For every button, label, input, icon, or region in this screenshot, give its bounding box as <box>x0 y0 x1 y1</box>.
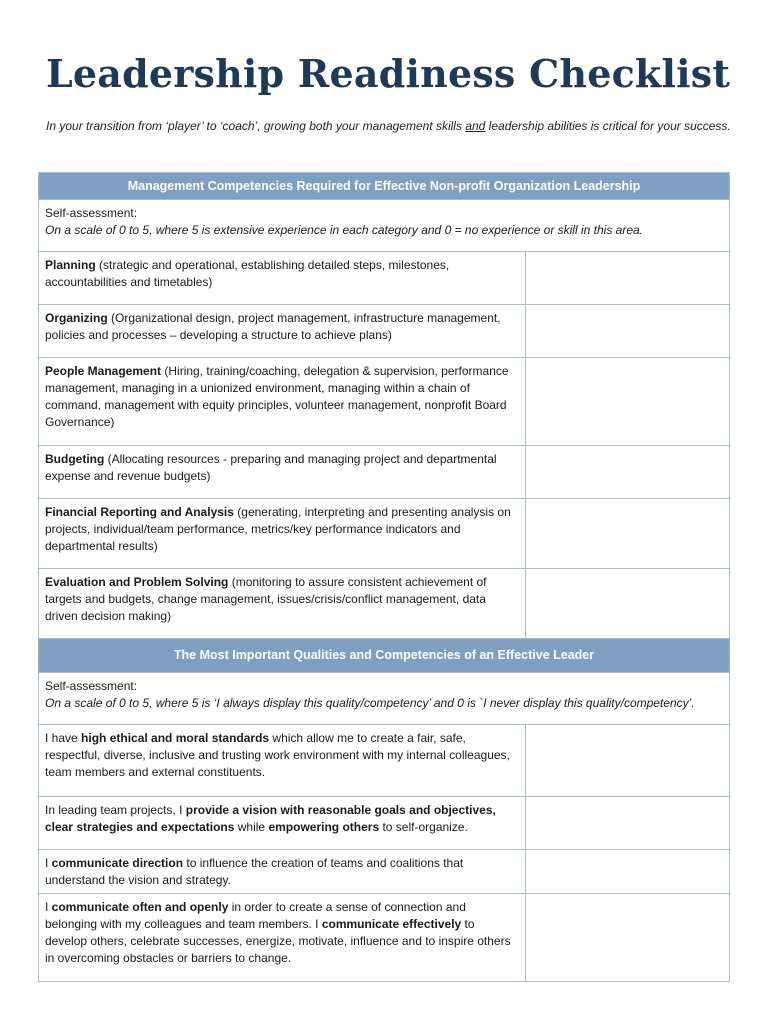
section-header-qualities <box>39 639 730 673</box>
self-assessment-label: Self-assessment: <box>45 206 138 220</box>
table-row <box>39 305 730 358</box>
competency-name: Evaluation and Problem Solving <box>45 575 229 589</box>
table-row <box>39 894 730 982</box>
competency-description: (strategic and operational, establishing detailed steps, milestones, accountabilities and timetables) <box>45 258 450 289</box>
intro-text-end: leadership abilities is critical for your success. <box>485 119 731 133</box>
quality-highlight: empowering others <box>268 820 380 834</box>
section-header-qualities-text: The Most Important Qualities and Competencies of an Effective Leader <box>39 639 730 673</box>
score-cell[interactable] <box>526 358 730 446</box>
page-title: Leadership Readiness Checklist <box>46 51 731 96</box>
score-cell[interactable] <box>526 252 730 305</box>
self-assessment-instructions: On a scale of 0 to 5, where 5 is ‘I always display this quality/competency’ and 0 is `I never display this quality/competency’. <box>45 696 695 710</box>
competency-name: People Management <box>45 364 162 378</box>
self-assessment-row-management <box>39 200 730 252</box>
table-row <box>39 446 730 499</box>
competency-description: (monitoring to assure consistent achievement of targets and budgets, change management, issues/crisis/conflict management, data driven decision making) <box>45 575 487 623</box>
quality-highlight: communicate often and openly <box>51 900 229 914</box>
competency-name: Planning <box>45 258 96 272</box>
table-row <box>39 850 730 894</box>
score-cell[interactable] <box>526 569 730 639</box>
competency-cell <box>39 252 526 305</box>
quality-highlight: provide a vision with reasonable goals and objectives, clear strategies and expectations <box>45 803 496 834</box>
competency-cell <box>39 569 526 639</box>
score-cell[interactable] <box>526 725 730 797</box>
quality-cell: I have high ethical and moral standards which allow me to create a fair, safe, respectful, diverse, inclusive and trusting work environment with my internal colleagues, team members and external constituents. <box>39 725 526 797</box>
quality-highlight: high ethical and moral standards <box>81 731 270 745</box>
score-cell[interactable] <box>526 797 730 850</box>
score-cell[interactable] <box>526 850 730 894</box>
competency-cell <box>39 358 526 446</box>
intro-text-start: In your transition from ‘player’ to ‘coach’, growing both your management skills <box>46 119 466 133</box>
competency-description: (generating, interpreting and presenting analysis on projects, individual/team performance, metrics/key performance indicators and departmental results) <box>45 505 511 553</box>
table-row <box>39 569 730 639</box>
competency-description: (Organizational design, project management, infrastructure management, policies and processes – developing a structure to achieve plans) <box>45 311 501 342</box>
competency-name: Financial Reporting and Analysis <box>45 505 234 519</box>
competency-cell <box>39 446 526 499</box>
score-cell[interactable] <box>526 305 730 358</box>
intro-emphasis: and <box>465 119 486 133</box>
section-header-management-text: Management Competencies Required for Effective Non-profit Organization Leadership <box>39 173 730 200</box>
competency-cell <box>39 499 526 569</box>
competency-name: Organizing <box>45 311 108 325</box>
score-cell[interactable] <box>526 894 730 982</box>
table-row <box>39 358 730 446</box>
checklist-table <box>38 172 730 982</box>
section-header-management <box>39 173 730 200</box>
self-assessment-instructions: On a scale of 0 to 5, where 5 is extensive experience in each category and 0 = no experience or skill in this area. <box>45 223 644 237</box>
quality-highlight: communicate direction <box>51 856 184 870</box>
score-cell[interactable] <box>526 446 730 499</box>
quality-cell: In leading team projects, I provide a vision with reasonable goals and objectives, clear strategies and expectations while empowering others to self-organize. <box>39 797 526 850</box>
quality-highlight: communicate effectively <box>321 917 462 931</box>
table-row <box>39 797 730 850</box>
competency-description: (Allocating resources - preparing and managing project and departmental expense and revenue budgets) <box>45 452 497 483</box>
competency-description: (Hiring, training/coaching, delegation & supervision, performance management, managing in a unionized environment, managing within a chain of command, management with equity principles, volunteer management, nonprofit Board Governance) <box>45 364 509 429</box>
competency-cell <box>39 305 526 358</box>
self-assessment-row-qualities <box>39 673 730 725</box>
quality-cell: I communicate often and openly in order to create a sense of connection and belonging with my colleagues and team members. I communicate effectively to develop others, celebrate successes, energize, motivate, influence and to inspire others in overcoming obstacles or barriers to change. <box>39 894 526 982</box>
self-assessment-label: Self-assessment: <box>45 679 138 693</box>
table-row <box>39 252 730 305</box>
intro-paragraph <box>46 116 736 137</box>
table-row <box>39 499 730 569</box>
score-cell[interactable] <box>526 499 730 569</box>
quality-cell: I communicate direction to influence the creation of teams and coalitions that understand the vision and strategy. <box>39 850 526 894</box>
competency-name: Budgeting <box>45 452 105 466</box>
table-row <box>39 725 730 797</box>
